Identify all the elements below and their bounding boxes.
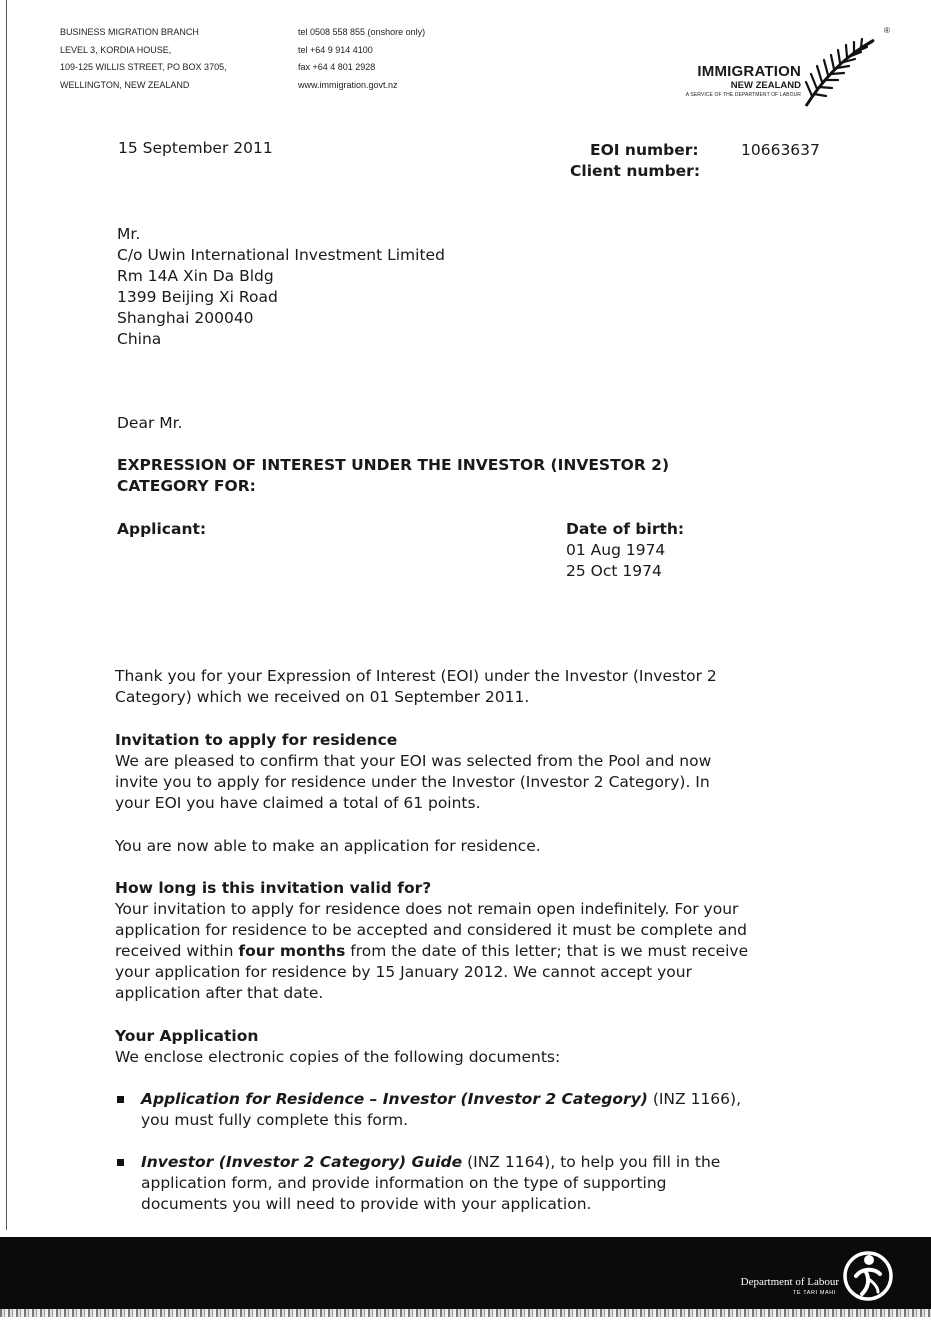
text-segment: received within — [115, 942, 239, 960]
contact-line: tel 0508 558 855 (onshore only) — [298, 27, 426, 37]
doc-title: Application for Residence – Investor (Investor 2 Category) — [141, 1090, 648, 1108]
text-line — [141, 1152, 875, 1173]
section-heading: How long is this invitation valid for? — [115, 879, 432, 897]
silver-fern-icon — [800, 34, 880, 110]
able-paragraph: You are now able to make an application for residence. — [115, 837, 541, 855]
address-line: WELLINGTON, NEW ZEALAND — [60, 79, 190, 90]
emphasis-four-months: four months — [238, 942, 346, 960]
contact-details — [298, 24, 425, 94]
text-line: Category) which we received on 01 September 2011. — [115, 688, 530, 706]
contact-line: fax +64 4 801 2928 — [298, 62, 376, 72]
department-name: Department of Labour — [740, 1276, 839, 1288]
contact-line: www.immigration.govt.nz — [298, 79, 398, 90]
list-item — [115, 1152, 875, 1215]
doc-title: Investor (Investor 2 Category) Guide — [141, 1153, 463, 1171]
eoi-label: EOI number: — [590, 141, 699, 159]
dob-value: 25 Oct 1974 — [566, 562, 662, 580]
bullet-icon — [117, 1096, 124, 1103]
text-line: Thank you for your Expression of Interest (EOI) under the Investor (Investor 2 — [115, 667, 717, 685]
client-label: Client number: — [570, 162, 701, 180]
registered-mark: ® — [884, 26, 890, 35]
immigration-logo-text — [686, 64, 801, 99]
logo-tagline: A SERVICE OF THE DEPARTMENT OF LABOUR — [685, 92, 801, 98]
subject-heading — [117, 455, 669, 497]
text-line: your application for residence by 15 January 2012. We cannot accept your — [115, 963, 692, 981]
address-line: 109-125 WILLIS STREET, PO BOX 3705, — [60, 62, 227, 72]
dob-block — [566, 519, 684, 582]
text-line: We are pleased to confirm that your EOI was selected from the Pool and now — [115, 752, 712, 770]
section-heading: Invitation to apply for residence — [115, 731, 398, 749]
invitation-section — [115, 730, 855, 814]
doc-code: (INZ 1164), to help you fill in the — [462, 1153, 721, 1171]
text-line: application form, and provide information on the type of supporting — [141, 1174, 667, 1192]
department-maori-name: TE TARI MAHI — [792, 1290, 836, 1296]
text-line: We enclose electronic copies of the following documents: — [115, 1048, 561, 1066]
logo-main: IMMIGRATION — [697, 63, 801, 80]
recipient-line: China — [117, 330, 162, 348]
list-item — [115, 1089, 875, 1131]
branch-address — [60, 24, 227, 94]
section-heading: Your Application — [115, 1027, 259, 1045]
dob-label: Date of birth: — [566, 520, 685, 538]
bullet-icon — [117, 1159, 124, 1166]
recipient-address — [117, 224, 445, 350]
recipient-line: 1399 Beijing Xi Road — [117, 288, 278, 306]
eoi-value: 10663637 — [741, 141, 820, 159]
doc-code: (INZ 1166), — [647, 1090, 741, 1108]
text-line: application after that date. — [115, 984, 324, 1002]
department-of-labour-logo-icon — [842, 1250, 894, 1302]
document-list — [115, 1089, 875, 1236]
application-section — [115, 1026, 875, 1068]
text-line: you must fully complete this form. — [141, 1111, 409, 1129]
text-line: your EOI you have claimed a total of 61 points. — [115, 794, 481, 812]
subject-line: EXPRESSION OF INTEREST UNDER THE INVESTOR (INVESTOR 2) — [117, 456, 670, 474]
text-line — [115, 941, 875, 962]
recipient-line: C/o Uwin International Investment Limited — [117, 246, 445, 264]
text-line: invite you to apply for residence under the Investor (Investor 2 Category). In — [115, 773, 710, 791]
text-line: application for residence to be accepted and considered it must be complete and — [115, 921, 747, 939]
recipient-line: Mr. — [117, 225, 141, 243]
address-line: BUSINESS MIGRATION BRANCH — [60, 27, 199, 37]
page-edge-line — [6, 0, 7, 1230]
recipient-line: Rm 14A Xin Da Bldg — [117, 267, 274, 285]
text-line — [141, 1089, 875, 1110]
footer-bar — [0, 1237, 931, 1309]
address-line: LEVEL 3, KORDIA HOUSE, — [60, 44, 172, 55]
salutation: Dear Mr. — [117, 414, 183, 432]
validity-section — [115, 878, 875, 1004]
text-segment: from the date of this letter; that is we must receive — [345, 942, 749, 960]
recipient-line: Shanghai 200040 — [117, 309, 254, 327]
applicant-label: Applicant: — [117, 520, 207, 538]
intro-paragraph — [115, 666, 855, 708]
letter-date: 15 September 2011 — [118, 139, 273, 157]
logo-sub: NEW ZEALAND — [730, 80, 801, 91]
dob-value: 01 Aug 1974 — [566, 541, 666, 559]
contact-line: tel +64 9 914 4100 — [298, 44, 373, 55]
footer-strip — [0, 1309, 931, 1317]
subject-line: CATEGORY FOR: — [117, 477, 256, 495]
text-line: Your invitation to apply for residence does not remain open indefinitely. For your — [115, 900, 739, 918]
text-line: documents you will need to provide with your application. — [141, 1195, 592, 1213]
